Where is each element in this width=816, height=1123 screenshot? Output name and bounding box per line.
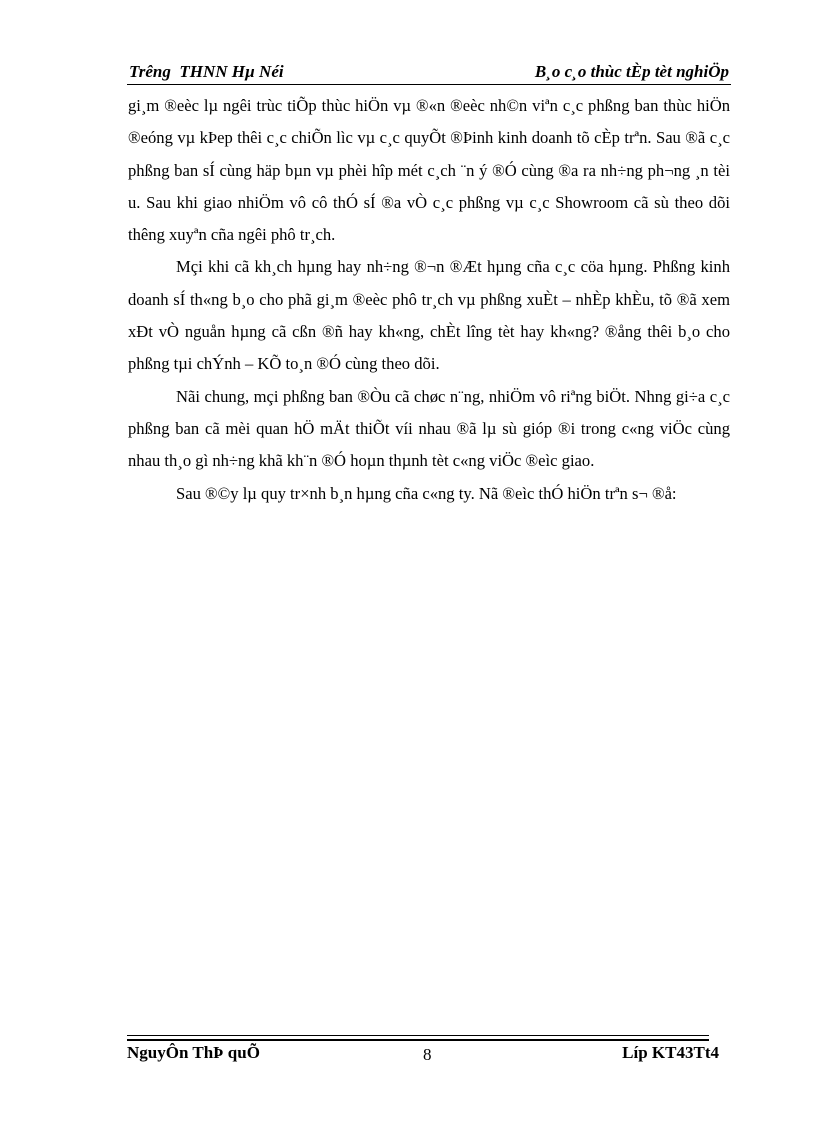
- page-header: [127, 58, 729, 84]
- page-body: [128, 90, 730, 510]
- paragraph-2: Mçi khi cã kh¸ch hµng hay nh÷ng ®¬n ®Æt hµng cña c¸c cöa hµng. Phßng kinh doanh sÍ th«ng b¸o cho phã gi¸m ®eèc phô tr¸ch vµ phßng xuÈt – nhÈp khÈu, tõ ®ã xem xÐt vÒ nguån hµng cã cßn ®ñ hay kh«ng, chÈt lîng tèt hay kh«ng? ®ång thêi b¸o cho phßng tµi chÝnh – KÕ to¸n ®Ó cùng theo dõi.: [128, 257, 730, 374]
- page-footer: [127, 1041, 719, 1067]
- header-school: Trêng THNN Hµ Néi: [129, 62, 284, 81]
- header-report-title: B¸o c¸o thùc tÈp tèt nghiÖp: [534, 62, 729, 81]
- footer-rule-thin: [127, 1035, 709, 1036]
- paragraph-1: gi¸m ®eèc lµ ngêi trùc tiÕp thùc hiÖn vµ ®«n ®eèc nh©n viªn c¸c phßng ban thùc hiÖn ®eóng vµ kÞep thêi c¸c chiÕn lìc vµ c¸c quyÕt ®Þinh kinh doanh tõ cÈp trªn. Sau ®ã c¸c phßng ban sÍ cùng häp bµn vµ phèi hîp mét c¸ch ¨n ý ®Ó cùng ®a ra nh÷ng ph¬ng ¸n tèi u. Sau khi giao nhiÖm vô cô thÓ sÍ ®a vÒ c¸c phßng vµ c¸c Showroom cã sù theo dõi thêng xuyªn cña ngêi phô tr¸ch.: [128, 96, 730, 245]
- paragraph-4: Sau ®©y lµ quy tr×nh b¸n hµng cña c«ng ty. Nã ®eìc thÓ hiÖn trªn s¬ ®å:: [176, 483, 677, 503]
- header-rule: [127, 84, 731, 85]
- footer-class: Líp KT43Tt4: [622, 1043, 719, 1062]
- paragraph-3: Nãi chung, mçi phßng ban ®Òu cã chøc n¨ng, nhiÖm vô riªng biÖt. Nhng gi÷a c¸c phßng ban cã mèi quan hÖ mÄt thiÕt víi nhau ®ã lµ sù gióp ®i trong c«ng viÖc cùng nhau th¸o gì nh÷ng khã kh¨n ®Ó hoµn thµnh tèt c«ng viÖc ®eìc giao.: [128, 386, 730, 471]
- footer-author: NguyÔn ThÞ quÕ: [127, 1043, 260, 1062]
- page-number: 8: [423, 1045, 432, 1064]
